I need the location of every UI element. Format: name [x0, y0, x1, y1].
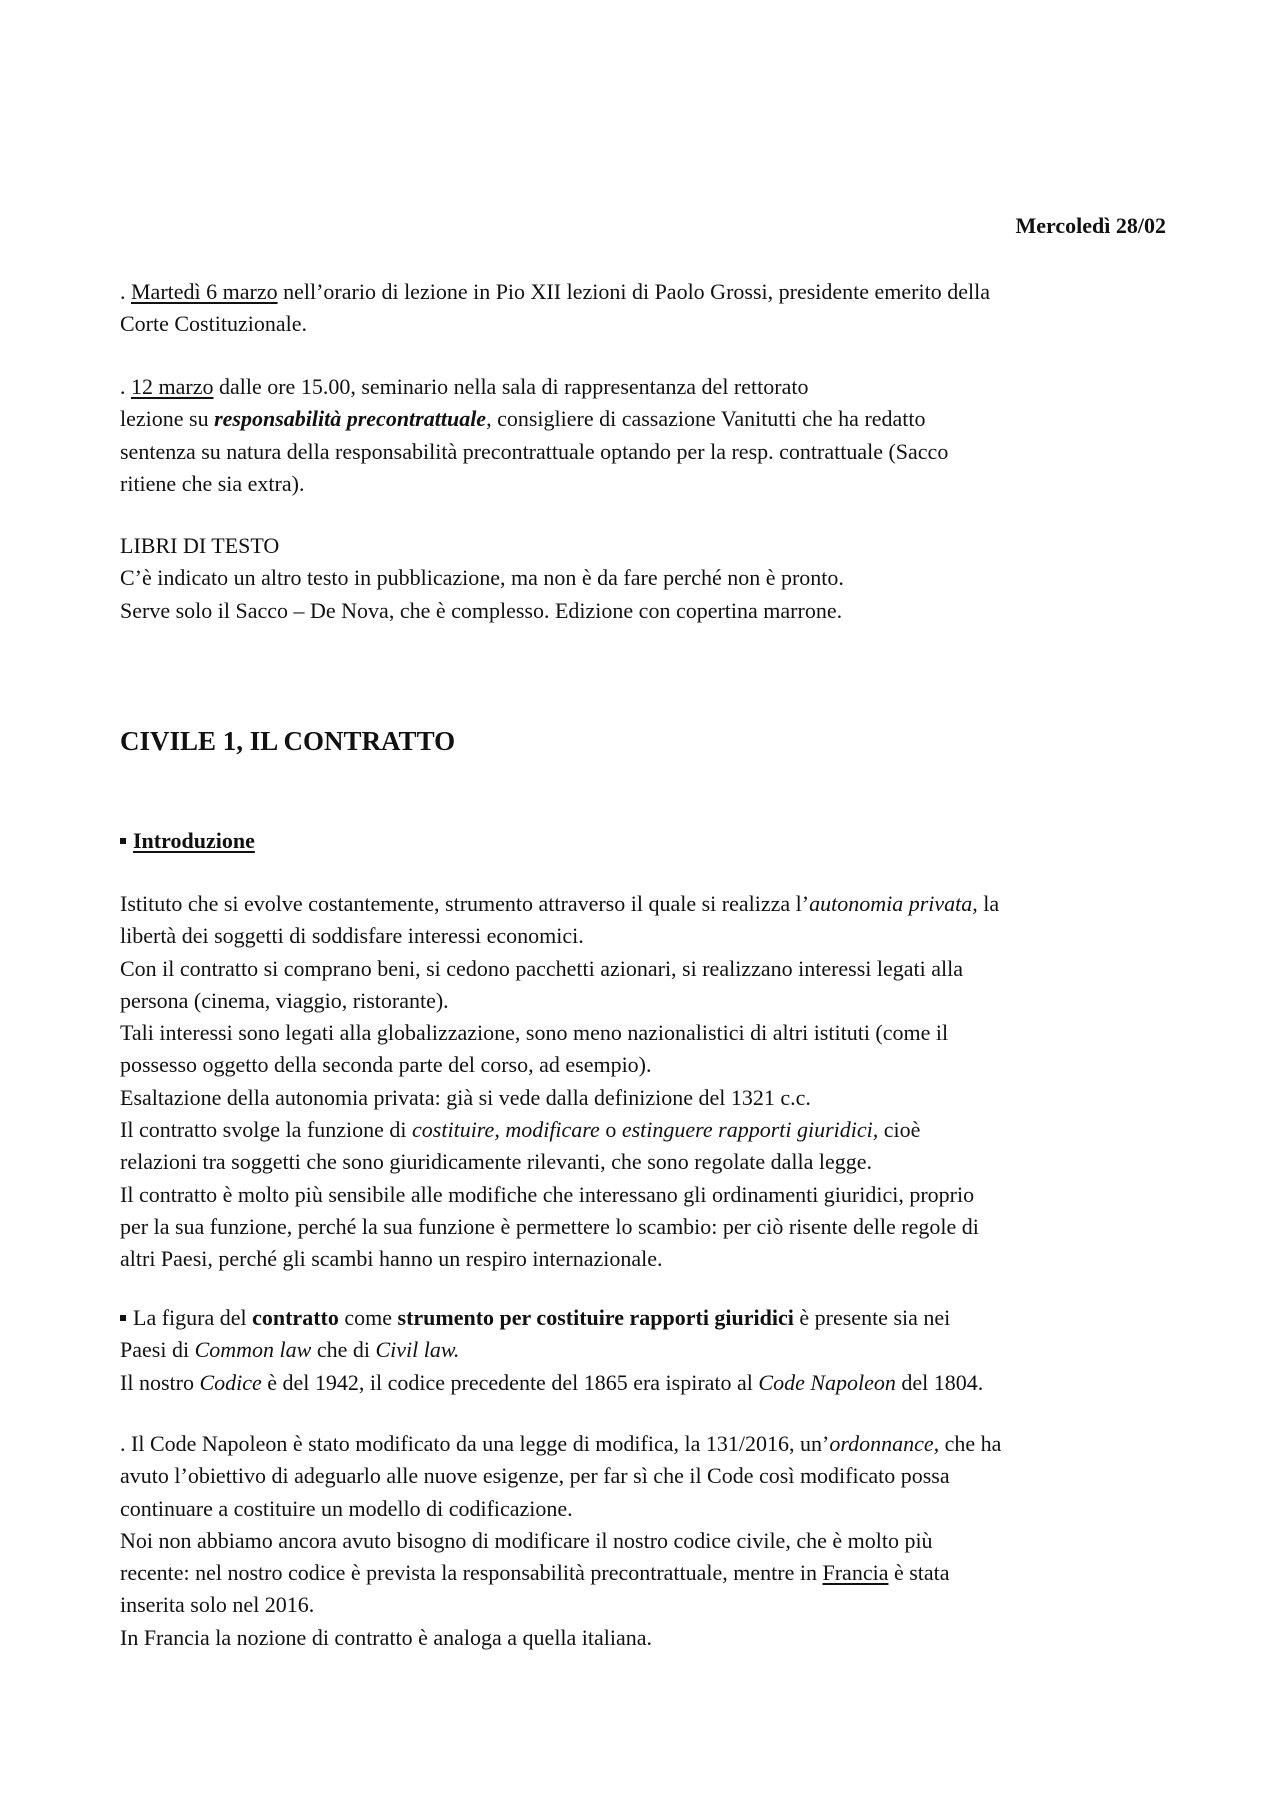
code-line-4: Noi non abbiamo ancora avuto bisogno di modificare il nostro codice civile, che è molto più: [120, 1527, 933, 1553]
word-francia: Francia: [822, 1560, 889, 1586]
intro-line-1: Istituto che si evolve costantemente, strumento attraverso il quale si realizza l’autonomia privata, la: [120, 891, 1000, 916]
intro-line-5: Tali interessi sono legati alla globalizzazione, sono meno nazionalistici di altri istituti (come il: [120, 1020, 949, 1046]
textbooks-heading: LIBRI DI TESTO: [120, 533, 280, 558]
intro-line-3: Con il contratto si comprano beni, si cedono pacchetti azionari, si realizzano interessi legati alla: [120, 955, 964, 981]
intro-heading-label: Introduzione: [133, 828, 255, 853]
date-12-marzo: 12 marzo: [131, 374, 214, 399]
code-line-6: inserita solo nel 2016.: [120, 1592, 315, 1618]
announcement-grossi-line-1: . Martedì 6 marzo nell’orario di lezione in Pio XII lezioni di Paolo Grossi, presidente emerito della: [120, 279, 990, 304]
announcement-seminar-line-1: . 12 marzo dalle ore 15.00, seminario nella sala di rappresentanza del rettorato: [120, 374, 809, 399]
term-responsabilita-precontrattuale: responsabilità precontrattuale: [214, 406, 487, 432]
bullet-square-icon: [120, 838, 126, 844]
code-line-3: continuare a costituire un modello di codificazione.: [120, 1495, 573, 1521]
textbooks-section: [120, 530, 1166, 627]
intro-line-9: relazioni tra soggetti che sono giuridicamente rilevanti, che sono regolate dalla legge.: [120, 1149, 872, 1175]
code-line-1: . Il Code Napoleon è stato modificato da una legge di modifica, la 131/2016, un’ordonnance, che ha: [120, 1431, 1002, 1456]
intro-line-2: libertà dei soggetti di soddisfare interessi economici.: [120, 923, 584, 949]
bullet-square-icon: [120, 1315, 126, 1321]
textbooks-line-2: Serve solo il Sacco – De Nova, che è complesso. Edizione con copertina marrone.: [120, 597, 843, 623]
figura-paragraph: [120, 1302, 1166, 1399]
announcement-seminar-line-2: lezione su responsabilità precontrattuale, consigliere di cassazione Vanitutti che ha redatto: [120, 406, 926, 432]
code-napoleon-paragraph: [120, 1428, 1166, 1654]
announcement-seminar: [120, 371, 1166, 500]
announcement-grossi-line-2: Corte Costituzionale.: [120, 311, 307, 337]
intro-line-6: possesso oggetto della seconda parte del corso, ad esempio).: [120, 1052, 652, 1078]
intro-line-7: Esaltazione della autonomia privata: già si vede dalla definizione del 1321 c.c.: [120, 1084, 811, 1110]
document-date: Mercoledì 28/02: [1015, 213, 1166, 238]
figura-line-2: Paesi di Common law che di Civil law.: [120, 1337, 460, 1363]
intro-heading: [120, 825, 1166, 857]
code-line-7: In Francia la nozione di contratto è analoga a quella italiana.: [120, 1624, 653, 1650]
code-line-2: avuto l’obiettivo di adeguarlo alle nuove esigenze, per far sì che il Code così modificato possa: [120, 1463, 950, 1489]
intro-paragraph: [120, 888, 1166, 1276]
announcement-grossi: [120, 276, 1166, 341]
section-title: CIVILE 1, IL CONTRATTO: [120, 726, 456, 756]
date-martedi-6-marzo: Martedì 6 marzo: [131, 279, 278, 304]
intro-line-4: persona (cinema, viaggio, ristorante).: [120, 987, 449, 1013]
code-line-5: recente: nel nostro codice è prevista la responsabilità precontrattuale, mentre in Francia è stata: [120, 1560, 950, 1586]
announcement-seminar-line-4: ritiene che sia extra).: [120, 470, 305, 496]
intro-line-10: Il contratto è molto più sensibile alle modifiche che interessano gli ordinamenti giuridici, proprio: [120, 1181, 975, 1207]
intro-line-8: Il contratto svolge la funzione di costituire, modificare o estinguere rapporti giuridici, cioè: [120, 1117, 921, 1143]
intro-line-12: altri Paesi, perché gli scambi hanno un respiro internazionale.: [120, 1246, 663, 1272]
figura-line-1: La figura del contratto come strumento per costituire rapporti giuridici è presente sia nei: [120, 1302, 1166, 1334]
figura-line-3: Il nostro Codice è del 1942, il codice precedente del 1865 era ispirato al Code Napoleon del 1804.: [120, 1369, 984, 1395]
announcement-seminar-line-3: sentenza su natura della responsabilità precontrattuale optando per la resp. contrattuale (Sacco: [120, 438, 949, 464]
intro-line-11: per la sua funzione, perché la sua funzione è permettere lo scambio: per ciò risente delle regole di: [120, 1213, 979, 1239]
textbooks-line-1: C’è indicato un altro testo in pubblicazione, ma non è da fare perché non è pronto.: [120, 565, 844, 591]
